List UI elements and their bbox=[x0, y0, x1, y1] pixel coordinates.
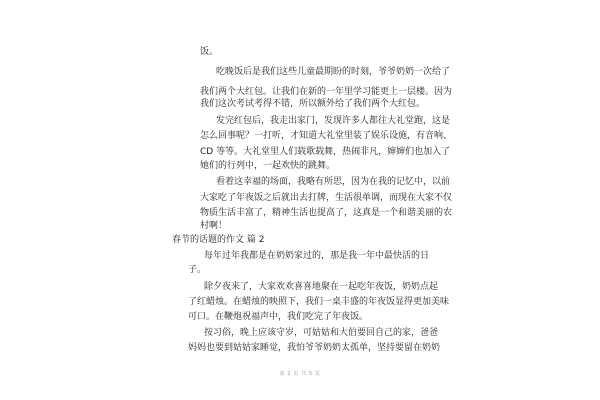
text-line: 我们两个大红包。让我们在新的一年里学习能更上一层楼。因为 bbox=[200, 87, 453, 97]
section-heading: 春节的话题的作文 篇 2 bbox=[172, 235, 265, 245]
text-line: 大家吃了年夜饭之后就出去打牌，生活很单调，而现在大家不仅 bbox=[200, 193, 453, 203]
text-line: 我们这次考试考得不错，所以额外给了我们两个大红包。 bbox=[200, 99, 426, 109]
text-line: 妈妈也要到姑姑家睡觉，我怕爷爷奶奶太孤单，坚持要留在奶奶 bbox=[188, 343, 441, 353]
text-line: 了红蜡烛。在蜡烛的映照下，我们一桌丰盛的年夜饭显得更加美味 bbox=[188, 297, 450, 307]
text-line: 吃晚饭后是我们这些儿童最期盼的时刻，爷爷奶奶一次给了 bbox=[216, 67, 451, 77]
text-line: 物质生活丰富了，精神生活也提高了，这真是一个和谐美丽的农 bbox=[200, 208, 453, 218]
text-line: 每年过年我都是在奶奶家过的，那是我一年中最快活的日 bbox=[204, 251, 430, 261]
text-line: 可口。在鞭炮祝福声中，我们吃完了年夜饭。 bbox=[188, 312, 369, 322]
text-line: 怎么回事呢？一打听，才知道大礼堂里装了娱乐设施，有音响、 bbox=[200, 131, 453, 141]
text-line: 村啊！ bbox=[200, 221, 228, 231]
text-line: 除夕夜来了，大家欢欢喜喜地聚在一起吃年夜饭，奶奶点起 bbox=[204, 282, 439, 292]
page-footer: 第 2 页 共 5 页 bbox=[279, 371, 321, 377]
text-line: 她们的行列中，一起欢快的跳舞。 bbox=[200, 161, 336, 171]
text-line: 子。 bbox=[188, 265, 207, 275]
text-line: 发完红包后，我走出家门，发现许多人都往大礼堂跑，这是 bbox=[216, 116, 451, 126]
text-line: 看着这幸福的场面，我略有所思，因为在我的记忆中，以前 bbox=[216, 177, 451, 187]
text-line: CD 等等。大礼堂里人们载歌载舞，热闹非凡，婶婶们也加入了 bbox=[200, 147, 451, 157]
text-line: 按习俗，晚上应该守岁，可姑姑和大伯要回自己的家，爸爸 bbox=[204, 328, 439, 338]
text-line: 饭。 bbox=[200, 47, 219, 57]
